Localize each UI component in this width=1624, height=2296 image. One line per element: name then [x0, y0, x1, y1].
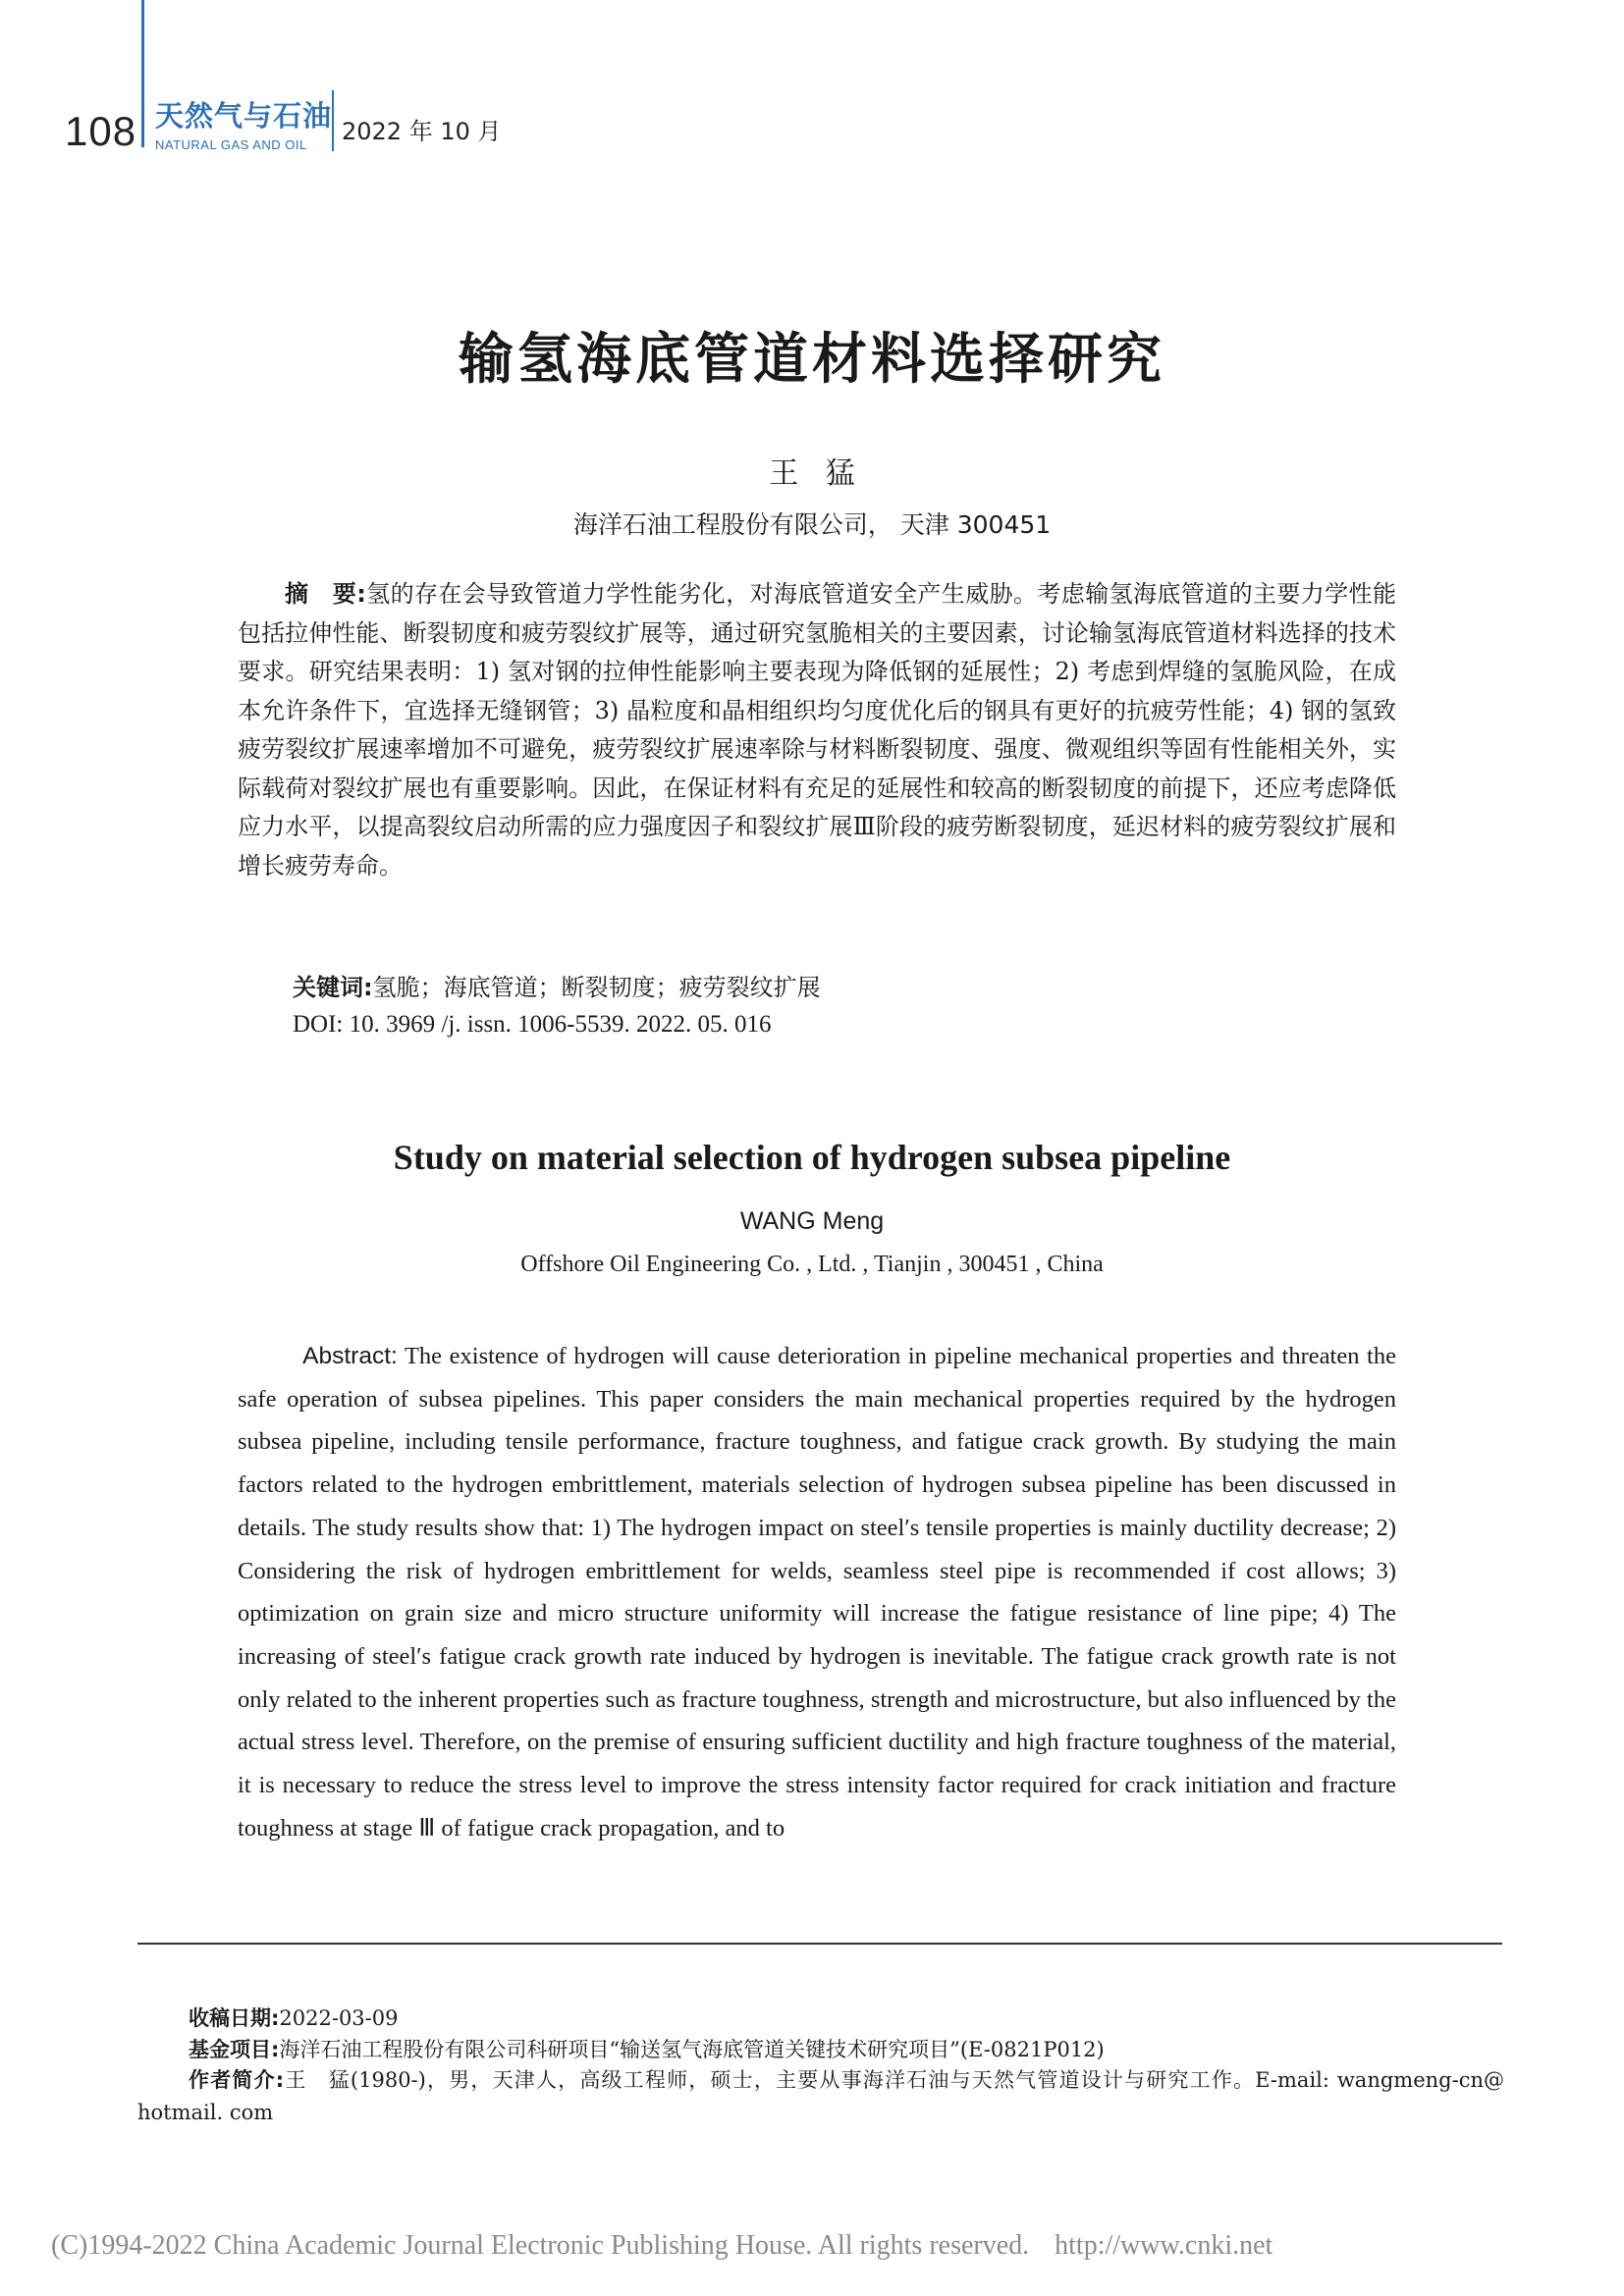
issue-date: 2022 年 10 月 — [342, 118, 502, 145]
footnote-author-bio — [137, 2064, 1504, 2129]
footnote-fund — [189, 2034, 1105, 2063]
affiliation-en: Offshore Oil Engineering Co. , Ltd. , Tianjin , 300451 , China — [520, 1252, 1104, 1277]
page-number: 108 — [65, 108, 137, 154]
fund-label: 基金项目: — [189, 2038, 280, 2061]
author-en: WANG Meng — [739, 1207, 885, 1235]
abstract-cn-text: 氢的存在会导致管道力学性能劣化，对海底管道安全产生威胁。考虑输氢海底管道的主要力学性能包括拉伸性能、断裂韧度和疲劳裂纹扩展等，通过研究氢脆相关的主要因素，讨论输氢海底管道材料选择的技术要求。研究结果表明：1) 氢对钢的拉伸性能影响主要表现为降低钢的延展性；2) 考虑到焊缝的氢脆风险，在成本允许条件下，宜选择无缝钢管；3) 晶粒度和晶相组织均匀度优化后的钢具有更好的抗疲劳性能；4) 钢的氢致疲劳裂纹扩展速率增加不可避免，疲劳裂纹扩展速率除与材料断裂韧度、强度、微观组织等固有性能相关外，实际载荷对裂纹扩展也有重要影响。因此，在保证材料有充足的延展性和较高的断裂韧度的前提下，还应考虑降低应力水平，以提高裂纹启动所需的应力强度因子和裂纹扩展Ⅲ阶段的疲劳断裂韧度，延迟材料的疲劳裂纹扩展和增长疲劳寿命。 — [238, 580, 1396, 880]
abstract-en-label: Abstract: — [302, 1343, 398, 1369]
author-cn: 王 猛 — [769, 456, 855, 491]
received-value: 2022-03-09 — [279, 2006, 399, 2030]
footnote-divider — [137, 1943, 1502, 1945]
paper-title-en: Study on material selection of hydrogen subsea pipeline — [393, 1138, 1231, 1177]
cnki-url: http://www.cnki.net — [1055, 2230, 1273, 2261]
affiliation-cn: 海洋石油工程股份有限公司， 天津 300451 — [572, 510, 1052, 539]
abstract-cn — [238, 575, 1396, 885]
abstract-en-text: The existence of hydrogen will cause deterioration in pipeline mechanical properties and threaten the safe operation of subsea pipelines. This paper considers the main mechanical properties required by the hydrogen subsea pipeline, including tensile performance, fracture toughness, and fatigue crack growth. By studying the main factors related to the hydrogen embrittlement, materials selection of hydrogen subsea pipeline has been discussed in details. The study results show that: 1) The hydrogen impact on steel′s tensile properties is mainly ductility decrease; 2) Considering the risk of hydrogen embrittlement for welds, seamless steel pipe is recommended if cost allows; 3) optimization on grain size and micro structure uniformity will increase the fatigue resistance of line pipe; 4) The increasing of steel′s fatigue crack growth rate induced by hydrogen is inevitable. The fatigue crack growth rate is not only related to the inherent properties such as fracture toughness, strength and microstructure, but also influenced by the actual stress level. Therefore, on the premise of ensuring sufficient ductility and high fracture toughness of the material, it is necessary to reduce the stress level to improve the stress intensity factor required for crack initiation and fracture toughness at stage Ⅲ of fatigue crack propagation, and to — [238, 1343, 1396, 1842]
journal-name-cn: 天然气与石油 — [155, 99, 333, 133]
journal-name-en: NATURAL GAS AND OIL — [155, 137, 307, 152]
bio-value: 王 猛(1980-)，男，天津人，高级工程师，硕士，主要从事海洋石油与天然气管道设计与研究工作。E-mail: wangmeng-cn@ hotmail. com — [137, 2068, 1504, 2124]
bio-label: 作者简介: — [189, 2068, 285, 2092]
keywords-cn-text: 氢脆；海底管道；断裂韧度；疲劳裂纹扩展 — [372, 974, 821, 1001]
footnote-received — [189, 2002, 398, 2032]
copyright-text: (C)1994-2022 China Academic Journal Electronic Publishing House. All rights reserved. — [51, 2230, 1030, 2261]
header-divider — [332, 90, 334, 151]
doi: DOI: 10. 3969 /j. issn. 1006-5539. 2022. 05. 016 — [293, 1011, 772, 1038]
header-accent-line — [141, 0, 144, 147]
abstract-cn-label: 摘 要: — [285, 580, 366, 608]
abstract-en — [238, 1335, 1396, 1849]
copyright-footer — [51, 2230, 1272, 2262]
keywords-cn-label: 关键词: — [293, 974, 373, 1001]
keywords-cn — [293, 968, 821, 1002]
received-label: 收稿日期: — [189, 2006, 280, 2030]
fund-value: 海洋石油工程股份有限公司科研项目“输送氢气海底管道关键技术研究项目”(E-0821P012) — [279, 2038, 1105, 2061]
paper-title-cn: 输氢海底管道材料选择研究 — [459, 327, 1165, 392]
